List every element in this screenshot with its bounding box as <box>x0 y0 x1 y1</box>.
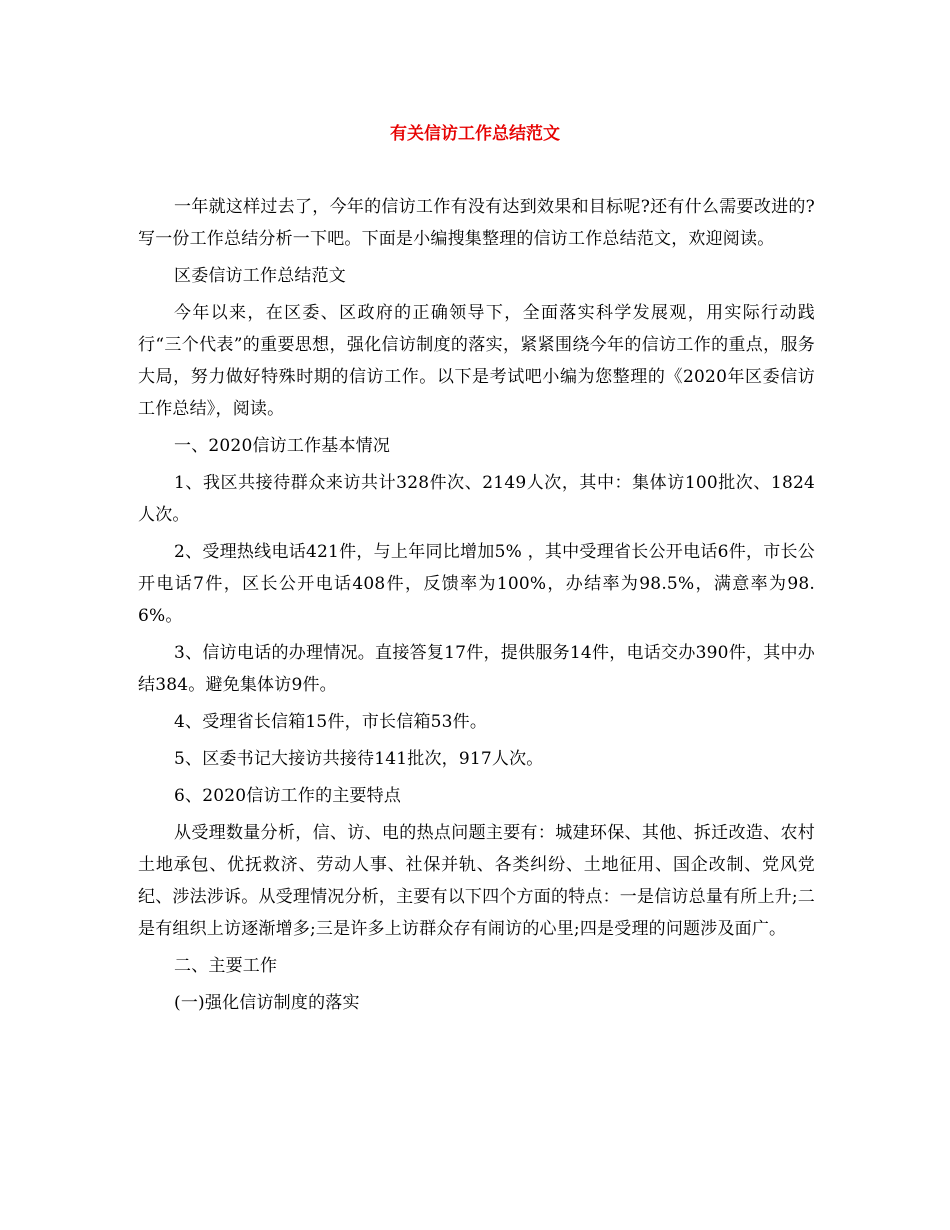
document-body <box>138 191 815 1024</box>
list-item-4: 4、受理省长信箱15件，市长信箱53件。 <box>174 712 488 732</box>
document-title: 有关信访工作总结范文 <box>390 124 560 144</box>
list-item-6: 6、2020信访工作的主要特点 <box>174 786 402 806</box>
list-item-5: 5、区委书记大接访共接待141批次，917人次。 <box>174 749 544 769</box>
paragraph-overview: 今年以来，在区委、区政府的正确领导下，全面落实科学发展观，用实际行动践行“三个代表”的重要思想，强化信访制度的落实，紧紧围绕今年的信访工作的重点，服务大局，努力做好特殊时期的信访工作。以下是考试吧小编为您整理的《2020年区委信访工作总结》，阅读。 <box>138 303 815 419</box>
section-heading-1: 一、2020信访工作基本情况 <box>174 436 391 456</box>
list-item-2: 2、受理热线电话421件，与上年同比增加5% ，其中受理省长公开电话6件，市长公开电话7件，区长公开电话408件，反馈率为100%，办结率为98.5%，满意率为98.6%。 <box>138 542 815 626</box>
subsection-heading-1: (一)强化信访制度的落实 <box>174 993 360 1013</box>
paragraph-intro: 一年就这样过去了，今年的信访工作有没有达到效果和目标呢?还有什么需要改进的?写一份工作总结分析一下吧。下面是小编搜集整理的信访工作总结范文，欢迎阅读。 <box>138 197 815 249</box>
section-heading-2: 二、主要工作 <box>174 956 278 976</box>
list-item-1: 1、我区共接待群众来访共计328件次、2149人次，其中：集体访100批次、1824人次。 <box>138 473 815 525</box>
paragraph-analysis: 从受理数量分析，信、访、电的热点问题主要有：城建环保、其他、拆迁改造、农村土地承包、优抚救济、劳动人事、社保并轨、各类纠纷、土地征用、国企改制、党风党纪、涉法涉诉。从受理情况分析，主要有以下四个方面的特点：一是信访总量有所上升;二是有组织上访逐渐增多;三是许多上访群众存有闹访的心里;四是受理的问题涉及面广。 <box>138 823 815 939</box>
paragraph-subtitle: 区委信访工作总结范文 <box>174 266 346 286</box>
list-item-3: 3、信访电话的办理情况。直接答复17件，提供服务14件，电话交办390件，其中办结384。避免集体访9件。 <box>138 643 815 695</box>
